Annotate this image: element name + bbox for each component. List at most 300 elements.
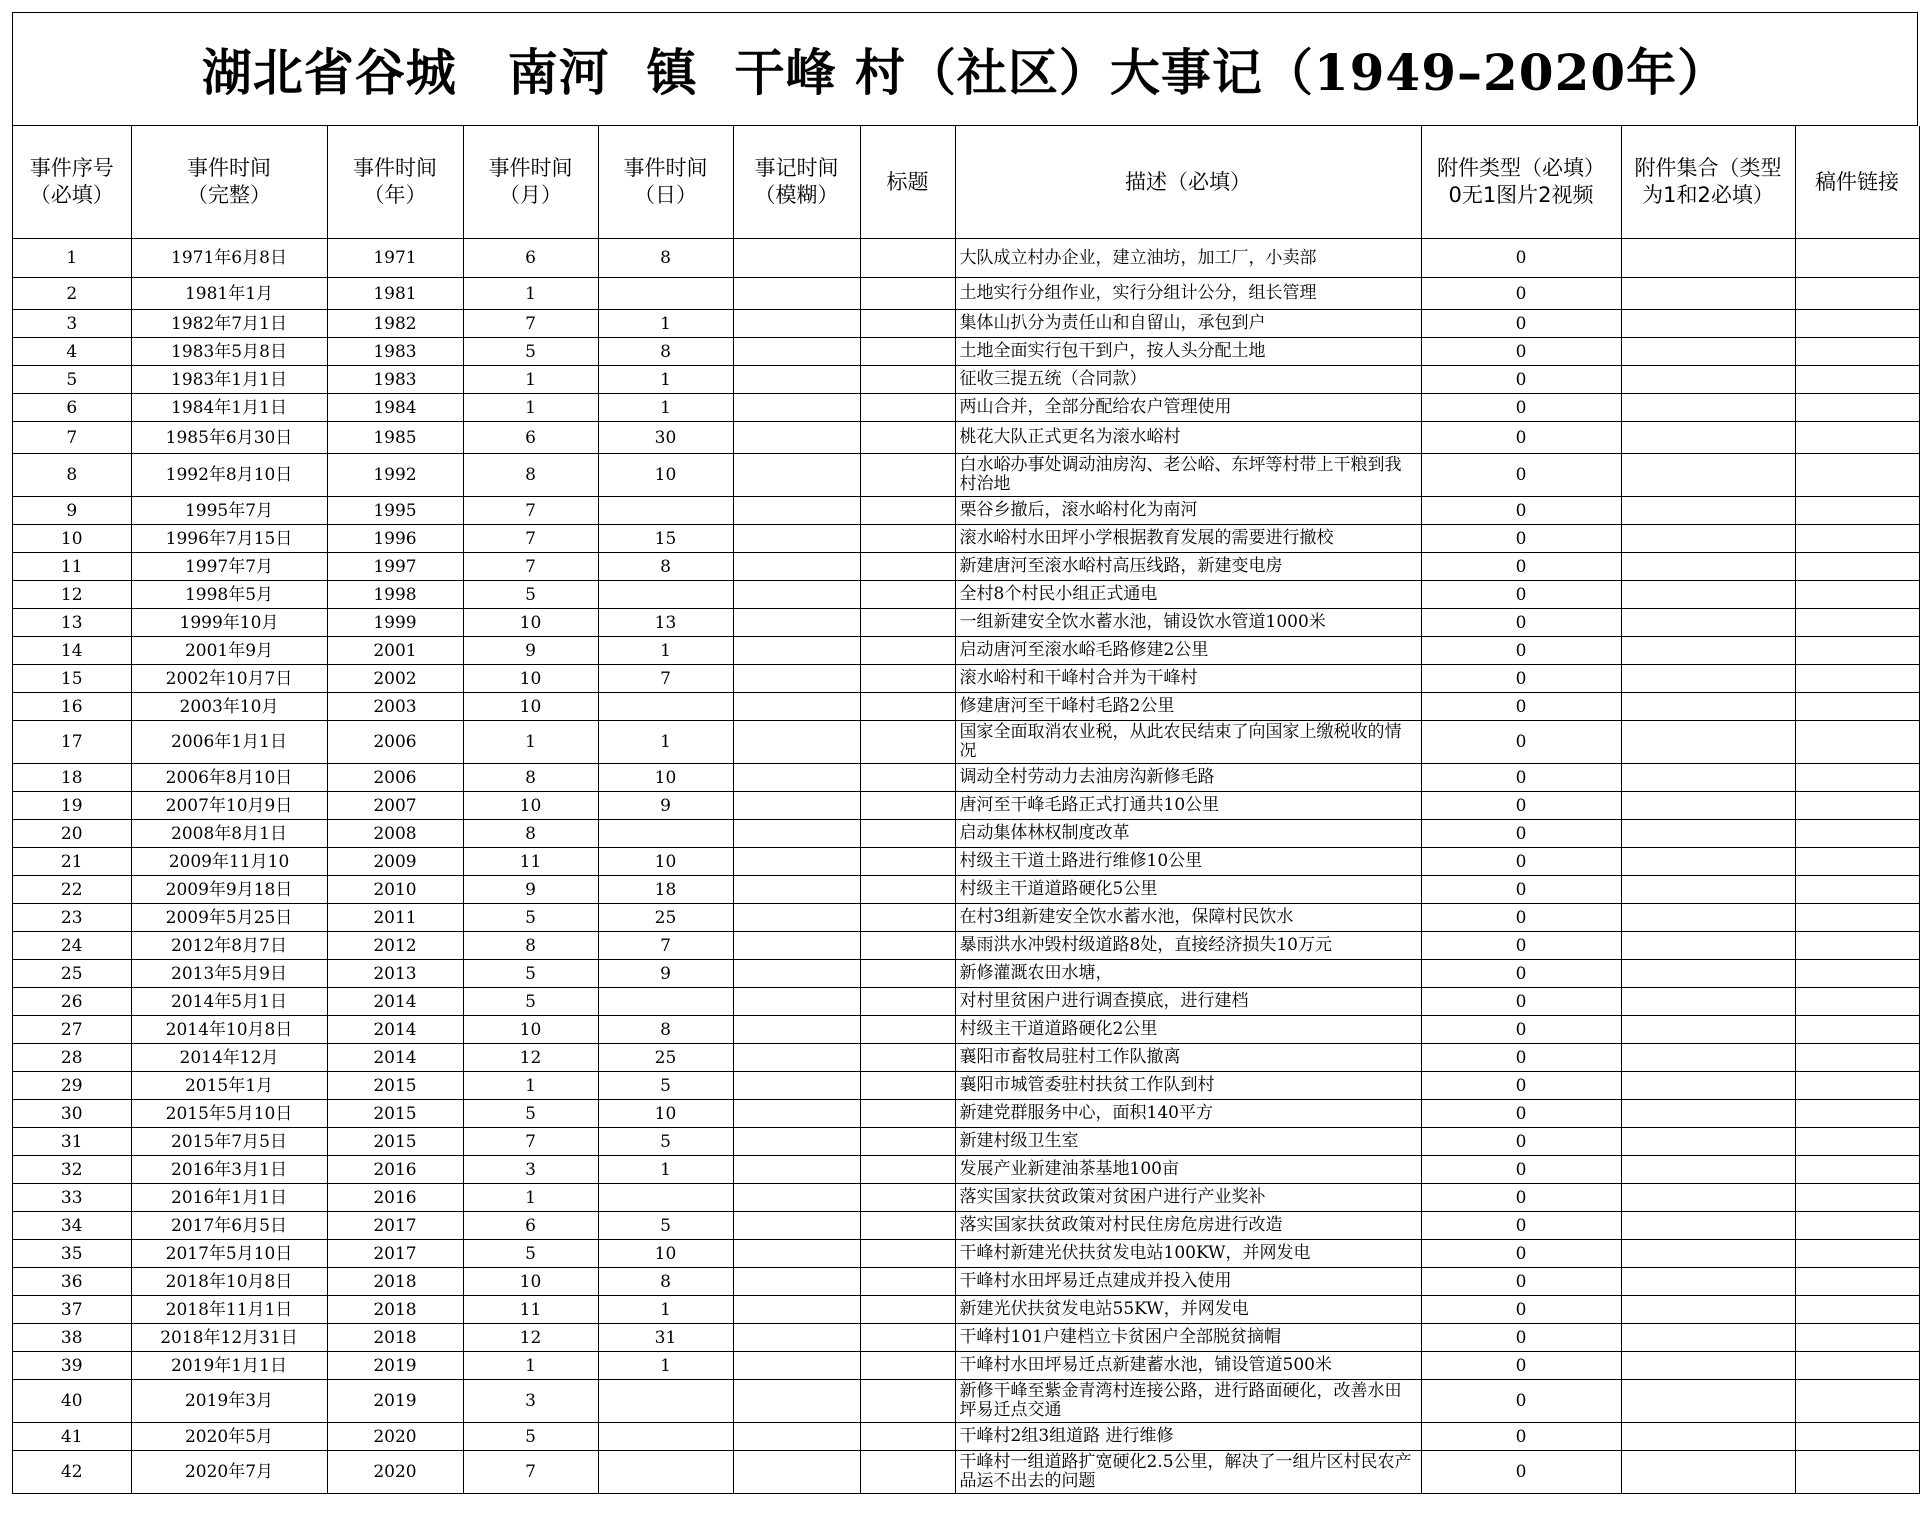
cell-title: [860, 553, 955, 581]
cell-event-no: 26: [13, 988, 131, 1016]
cell-time-day: 1: [598, 721, 733, 764]
cell-attachment-collection: [1621, 792, 1795, 820]
cell-article-link: [1795, 764, 1919, 792]
cell-time-full: 2016年3月1日: [131, 1156, 327, 1184]
table-row: [13, 1016, 1919, 1044]
cell-title: [860, 278, 955, 310]
cell-time-year: 2018: [327, 1324, 463, 1352]
cell-attachment-collection: [1621, 637, 1795, 665]
cell-attachment-type: 0: [1421, 1451, 1621, 1494]
cell-event-no: 28: [13, 1044, 131, 1072]
cell-time-day: [598, 693, 733, 721]
cell-attachment-collection: [1621, 932, 1795, 960]
cell-time-month: 11: [463, 1296, 598, 1324]
cell-title: [860, 609, 955, 637]
cell-time-full: 1997年7月: [131, 553, 327, 581]
cell-description: 调动全村劳动力去油房沟新修毛路: [955, 764, 1421, 792]
cell-time-year: 2015: [327, 1100, 463, 1128]
cell-time-month: 6: [463, 422, 598, 454]
cell-event-no: 31: [13, 1128, 131, 1156]
cell-description: 唐河至干峰毛路正式打通共10公里: [955, 792, 1421, 820]
cell-description: 征收三提五统（合同款）: [955, 366, 1421, 394]
cell-title: [860, 1156, 955, 1184]
cell-time-full: 1985年6月30日: [131, 422, 327, 454]
cell-article-link: [1795, 609, 1919, 637]
cell-attachment-type: 0: [1421, 988, 1621, 1016]
cell-event-no: 2: [13, 278, 131, 310]
cell-time-day: 7: [598, 932, 733, 960]
cell-time-full: 2006年8月10日: [131, 764, 327, 792]
cell-time-month: 3: [463, 1380, 598, 1423]
table-row: [13, 609, 1919, 637]
cell-article-link: [1795, 1072, 1919, 1100]
cell-attachment-collection: [1621, 764, 1795, 792]
table-row: [13, 960, 1919, 988]
cell-event-no: 7: [13, 422, 131, 454]
table-row: [13, 581, 1919, 609]
cell-time-month: 5: [463, 988, 598, 1016]
cell-event-no: 24: [13, 932, 131, 960]
cell-time-month: 11: [463, 848, 598, 876]
cell-time-day: 13: [598, 609, 733, 637]
table-row: [13, 1324, 1919, 1352]
cell-time-full: 1995年7月: [131, 497, 327, 525]
table-row: [13, 239, 1919, 278]
cell-time-fuzzy: [733, 497, 860, 525]
cell-time-fuzzy: [733, 553, 860, 581]
cell-attachment-collection: [1621, 454, 1795, 497]
cell-time-month: 10: [463, 665, 598, 693]
cell-time-day: 25: [598, 904, 733, 932]
cell-attachment-type: 0: [1421, 1044, 1621, 1072]
table-row: [13, 988, 1919, 1016]
cell-description: 新建光伏扶贫发电站55KW，并网发电: [955, 1296, 1421, 1324]
cell-attachment-type: 0: [1421, 394, 1621, 422]
header-time-day: 事件时间 （日）: [598, 126, 733, 239]
cell-title: [860, 1423, 955, 1451]
cell-attachment-type: 0: [1421, 1352, 1621, 1380]
cell-event-no: 34: [13, 1212, 131, 1240]
cell-time-month: 12: [463, 1324, 598, 1352]
table-row: [13, 278, 1919, 310]
cell-time-fuzzy: [733, 876, 860, 904]
cell-time-full: 2002年10月7日: [131, 665, 327, 693]
cell-time-day: 10: [598, 454, 733, 497]
table-row: [13, 792, 1919, 820]
cell-attachment-type: 0: [1421, 581, 1621, 609]
cell-attachment-collection: [1621, 1296, 1795, 1324]
table-row: [13, 1268, 1919, 1296]
cell-time-day: 9: [598, 792, 733, 820]
cell-title: [860, 1184, 955, 1212]
cell-event-no: 39: [13, 1352, 131, 1380]
cell-title: [860, 792, 955, 820]
cell-time-fuzzy: [733, 1380, 860, 1423]
cell-description: 落实国家扶贫政策对贫困户进行产业奖补: [955, 1184, 1421, 1212]
cell-article-link: [1795, 904, 1919, 932]
cell-time-day: 9: [598, 960, 733, 988]
cell-time-day: 1: [598, 1296, 733, 1324]
table-row: [13, 338, 1919, 366]
table-row: [13, 693, 1919, 721]
table-row: [13, 394, 1919, 422]
cell-time-full: 2017年6月5日: [131, 1212, 327, 1240]
cell-title: [860, 1240, 955, 1268]
cell-event-no: 18: [13, 764, 131, 792]
cell-attachment-type: 0: [1421, 497, 1621, 525]
cell-time-year: 2009: [327, 848, 463, 876]
cell-time-fuzzy: [733, 764, 860, 792]
cell-article-link: [1795, 693, 1919, 721]
cell-time-year: 2010: [327, 876, 463, 904]
cell-description: 土地实行分组作业，实行分组计公分，组长管理: [955, 278, 1421, 310]
cell-article-link: [1795, 1016, 1919, 1044]
cell-description: 新修干峰至紫金青湾村连接公路，进行路面硬化，改善水田坪易迁点交通: [955, 1380, 1421, 1423]
cell-time-full: 1982年7月1日: [131, 310, 327, 338]
cell-article-link: [1795, 394, 1919, 422]
cell-article-link: [1795, 820, 1919, 848]
cell-event-no: 4: [13, 338, 131, 366]
cell-attachment-collection: [1621, 338, 1795, 366]
cell-time-full: 2012年8月7日: [131, 932, 327, 960]
cell-description: 大队成立村办企业，建立油坊，加工厂，小卖部: [955, 239, 1421, 278]
cell-article-link: [1795, 553, 1919, 581]
cell-time-year: 1998: [327, 581, 463, 609]
cell-attachment-type: 0: [1421, 609, 1621, 637]
cell-time-month: 10: [463, 792, 598, 820]
cell-time-fuzzy: [733, 581, 860, 609]
cell-time-year: 2007: [327, 792, 463, 820]
cell-attachment-type: 0: [1421, 693, 1621, 721]
table-row: [13, 665, 1919, 693]
cell-time-full: 2015年1月: [131, 1072, 327, 1100]
cell-time-month: 8: [463, 764, 598, 792]
cell-time-year: 2016: [327, 1184, 463, 1212]
cell-description: 干峰村新建光伏扶贫发电站100KW，并网发电: [955, 1240, 1421, 1268]
cell-time-fuzzy: [733, 278, 860, 310]
cell-time-year: 2020: [327, 1423, 463, 1451]
cell-time-year: 2015: [327, 1072, 463, 1100]
cell-time-month: 8: [463, 454, 598, 497]
cell-attachment-collection: [1621, 239, 1795, 278]
cell-time-fuzzy: [733, 1100, 860, 1128]
cell-description: 全村8个村民小组正式通电: [955, 581, 1421, 609]
cell-time-full: 2014年12月: [131, 1044, 327, 1072]
cell-article-link: [1795, 1100, 1919, 1128]
cell-event-no: 17: [13, 721, 131, 764]
cell-article-link: [1795, 1451, 1919, 1494]
cell-description: 新修灌溉农田水塘，: [955, 960, 1421, 988]
cell-time-year: 2019: [327, 1352, 463, 1380]
cell-time-year: 1981: [327, 278, 463, 310]
table-row: [13, 1423, 1919, 1451]
cell-attachment-type: 0: [1421, 1380, 1621, 1423]
table-body: [13, 239, 1919, 1494]
table-row: [13, 721, 1919, 764]
cell-description: 村级主干道道路硬化5公里: [955, 876, 1421, 904]
cell-time-full: 2018年10月8日: [131, 1268, 327, 1296]
cell-description: 两山合并，全部分配给农户管理使用: [955, 394, 1421, 422]
cell-time-full: 1998年5月: [131, 581, 327, 609]
cell-title: [860, 394, 955, 422]
cell-attachment-collection: [1621, 848, 1795, 876]
cell-time-full: 1996年7月15日: [131, 525, 327, 553]
cell-title: [860, 1451, 955, 1494]
cell-title: [860, 764, 955, 792]
cell-event-no: 8: [13, 454, 131, 497]
cell-time-full: 2020年5月: [131, 1423, 327, 1451]
cell-article-link: [1795, 310, 1919, 338]
cell-time-day: 8: [598, 1016, 733, 1044]
cell-attachment-collection: [1621, 1212, 1795, 1240]
cell-title: [860, 820, 955, 848]
cell-time-full: 1992年8月10日: [131, 454, 327, 497]
cell-time-year: 2019: [327, 1380, 463, 1423]
cell-title: [860, 581, 955, 609]
cell-attachment-collection: [1621, 1268, 1795, 1296]
cell-description: 暴雨洪水冲毁村级道路8处，直接经济损失10万元: [955, 932, 1421, 960]
cell-time-day: 10: [598, 848, 733, 876]
cell-time-year: 2011: [327, 904, 463, 932]
cell-event-no: 19: [13, 792, 131, 820]
cell-time-month: 7: [463, 525, 598, 553]
cell-attachment-type: 0: [1421, 904, 1621, 932]
cell-time-day: 10: [598, 1100, 733, 1128]
cell-attachment-type: 0: [1421, 338, 1621, 366]
header-time-fuzzy: 事记时间 （模糊）: [733, 126, 860, 239]
cell-attachment-collection: [1621, 1352, 1795, 1380]
cell-event-no: 40: [13, 1380, 131, 1423]
cell-attachment-type: 0: [1421, 1156, 1621, 1184]
cell-article-link: [1795, 1423, 1919, 1451]
cell-attachment-collection: [1621, 525, 1795, 553]
cell-time-year: 1985: [327, 422, 463, 454]
table-row: [13, 454, 1919, 497]
cell-time-full: 2015年5月10日: [131, 1100, 327, 1128]
cell-title: [860, 1212, 955, 1240]
cell-article-link: [1795, 338, 1919, 366]
cell-time-year: 1999: [327, 609, 463, 637]
page-title: 湖北省谷城 南河 镇 干峰 村（社区）大事记（1949–2020年）: [13, 13, 1918, 126]
cell-time-full: 2019年1月1日: [131, 1352, 327, 1380]
cell-attachment-type: 0: [1421, 1072, 1621, 1100]
cell-time-fuzzy: [733, 609, 860, 637]
cell-description: 发展产业新建油茶基地100亩: [955, 1156, 1421, 1184]
cell-event-no: 25: [13, 960, 131, 988]
cell-attachment-collection: [1621, 1044, 1795, 1072]
cell-time-month: 1: [463, 394, 598, 422]
cell-article-link: [1795, 792, 1919, 820]
cell-event-no: 5: [13, 366, 131, 394]
cell-attachment-collection: [1621, 1423, 1795, 1451]
cell-time-year: 1983: [327, 366, 463, 394]
cell-time-day: 5: [598, 1212, 733, 1240]
cell-event-no: 29: [13, 1072, 131, 1100]
cell-time-fuzzy: [733, 338, 860, 366]
cell-attachment-type: 0: [1421, 876, 1621, 904]
cell-time-fuzzy: [733, 422, 860, 454]
cell-time-day: 10: [598, 764, 733, 792]
cell-time-year: 2001: [327, 637, 463, 665]
cell-time-day: [598, 820, 733, 848]
cell-time-fuzzy: [733, 454, 860, 497]
cell-event-no: 23: [13, 904, 131, 932]
cell-title: [860, 1044, 955, 1072]
cell-time-month: 7: [463, 497, 598, 525]
cell-attachment-type: 0: [1421, 1240, 1621, 1268]
cell-time-month: 8: [463, 932, 598, 960]
cell-time-fuzzy: [733, 820, 860, 848]
cell-article-link: [1795, 876, 1919, 904]
cell-attachment-type: 0: [1421, 553, 1621, 581]
table-row: [13, 1296, 1919, 1324]
cell-time-fuzzy: [733, 665, 860, 693]
cell-attachment-type: 0: [1421, 1100, 1621, 1128]
cell-description: 襄阳市畜牧局驻村工作队撤离: [955, 1044, 1421, 1072]
cell-time-month: 1: [463, 721, 598, 764]
cell-description: 新建村级卫生室: [955, 1128, 1421, 1156]
cell-description: 修建唐河至干峰村毛路2公里: [955, 693, 1421, 721]
cell-attachment-type: 0: [1421, 1296, 1621, 1324]
cell-time-full: 2009年5月25日: [131, 904, 327, 932]
cell-title: [860, 637, 955, 665]
cell-time-full: 2009年11月10: [131, 848, 327, 876]
cell-event-no: 1: [13, 239, 131, 278]
cell-time-month: 8: [463, 820, 598, 848]
cell-description: 干峰村2组3组道路 进行维修: [955, 1423, 1421, 1451]
cell-time-month: 7: [463, 1451, 598, 1494]
cell-time-fuzzy: [733, 239, 860, 278]
cell-article-link: [1795, 525, 1919, 553]
table-row: [13, 1380, 1919, 1423]
cell-article-link: [1795, 497, 1919, 525]
cell-time-year: 1984: [327, 394, 463, 422]
cell-time-fuzzy: [733, 1044, 860, 1072]
cell-description: 启动集体林权制度改革: [955, 820, 1421, 848]
cell-attachment-collection: [1621, 1240, 1795, 1268]
cell-title: [860, 366, 955, 394]
cell-article-link: [1795, 637, 1919, 665]
cell-time-year: 2017: [327, 1212, 463, 1240]
cell-time-day: 1: [598, 310, 733, 338]
cell-time-year: 2014: [327, 1044, 463, 1072]
table-row: [13, 1212, 1919, 1240]
events-table: [13, 126, 1920, 1494]
cell-attachment-collection: [1621, 366, 1795, 394]
cell-title: [860, 988, 955, 1016]
cell-title: [860, 1072, 955, 1100]
header-time-year: 事件时间 （年）: [327, 126, 463, 239]
header-description: 描述（必填）: [955, 126, 1421, 239]
table-row: [13, 932, 1919, 960]
cell-time-full: 2020年7月: [131, 1451, 327, 1494]
cell-time-full: 2017年5月10日: [131, 1240, 327, 1268]
cell-time-full: 2008年8月1日: [131, 820, 327, 848]
cell-attachment-collection: [1621, 820, 1795, 848]
cell-time-full: 1981年1月: [131, 278, 327, 310]
table-row: [13, 1128, 1919, 1156]
cell-time-month: 10: [463, 609, 598, 637]
cell-attachment-type: 0: [1421, 525, 1621, 553]
cell-description: 栗谷乡撤后，滚水峪村化为南河: [955, 497, 1421, 525]
cell-title: [860, 876, 955, 904]
cell-time-fuzzy: [733, 1184, 860, 1212]
cell-time-year: 2002: [327, 665, 463, 693]
cell-time-day: 1: [598, 1156, 733, 1184]
cell-time-year: 1983: [327, 338, 463, 366]
cell-description: 襄阳市城管委驻村扶贫工作队到村: [955, 1072, 1421, 1100]
cell-event-no: 16: [13, 693, 131, 721]
cell-article-link: [1795, 848, 1919, 876]
cell-time-year: 2003: [327, 693, 463, 721]
cell-event-no: 36: [13, 1268, 131, 1296]
cell-time-day: 15: [598, 525, 733, 553]
cell-title: [860, 1324, 955, 1352]
cell-attachment-type: 0: [1421, 960, 1621, 988]
cell-time-year: 2015: [327, 1128, 463, 1156]
cell-time-month: 5: [463, 1240, 598, 1268]
cell-description: 国家全面取消农业税，从此农民结束了向国家上缴税收的情况: [955, 721, 1421, 764]
cell-time-year: 1971: [327, 239, 463, 278]
cell-attachment-type: 0: [1421, 665, 1621, 693]
cell-time-full: 2018年12月31日: [131, 1324, 327, 1352]
cell-attachment-collection: [1621, 1016, 1795, 1044]
cell-event-no: 3: [13, 310, 131, 338]
cell-attachment-type: 0: [1421, 310, 1621, 338]
cell-article-link: [1795, 1240, 1919, 1268]
table-row: [13, 876, 1919, 904]
cell-title: [860, 1128, 955, 1156]
cell-time-day: 7: [598, 665, 733, 693]
cell-article-link: [1795, 721, 1919, 764]
cell-time-year: 2013: [327, 960, 463, 988]
cell-attachment-type: 0: [1421, 1128, 1621, 1156]
cell-time-fuzzy: [733, 1268, 860, 1296]
table-row: [13, 1352, 1919, 1380]
cell-time-month: 1: [463, 1352, 598, 1380]
cell-description: 滚水峪村和干峰村合并为干峰村: [955, 665, 1421, 693]
cell-time-day: 8: [598, 338, 733, 366]
cell-description: 土地全面实行包干到户，按人头分配土地: [955, 338, 1421, 366]
cell-time-fuzzy: [733, 1156, 860, 1184]
cell-event-no: 10: [13, 525, 131, 553]
cell-article-link: [1795, 1352, 1919, 1380]
cell-article-link: [1795, 932, 1919, 960]
cell-time-fuzzy: [733, 988, 860, 1016]
cell-article-link: [1795, 1212, 1919, 1240]
cell-event-no: 21: [13, 848, 131, 876]
cell-time-fuzzy: [733, 1072, 860, 1100]
cell-attachment-collection: [1621, 497, 1795, 525]
cell-event-no: 27: [13, 1016, 131, 1044]
table-row: [13, 366, 1919, 394]
cell-time-fuzzy: [733, 1352, 860, 1380]
cell-time-fuzzy: [733, 1324, 860, 1352]
cell-article-link: [1795, 1296, 1919, 1324]
cell-event-no: 15: [13, 665, 131, 693]
cell-title: [860, 960, 955, 988]
cell-attachment-type: 0: [1421, 1324, 1621, 1352]
cell-attachment-collection: [1621, 1156, 1795, 1184]
cell-description: 新建唐河至滚水峪村高压线路，新建变电房: [955, 553, 1421, 581]
cell-time-month: 1: [463, 1072, 598, 1100]
cell-time-month: 10: [463, 1016, 598, 1044]
cell-attachment-collection: [1621, 310, 1795, 338]
cell-time-day: 1: [598, 394, 733, 422]
cell-description: 在村3组新建安全饮水蓄水池，保障村民饮水: [955, 904, 1421, 932]
cell-attachment-type: 0: [1421, 1423, 1621, 1451]
cell-article-link: [1795, 988, 1919, 1016]
